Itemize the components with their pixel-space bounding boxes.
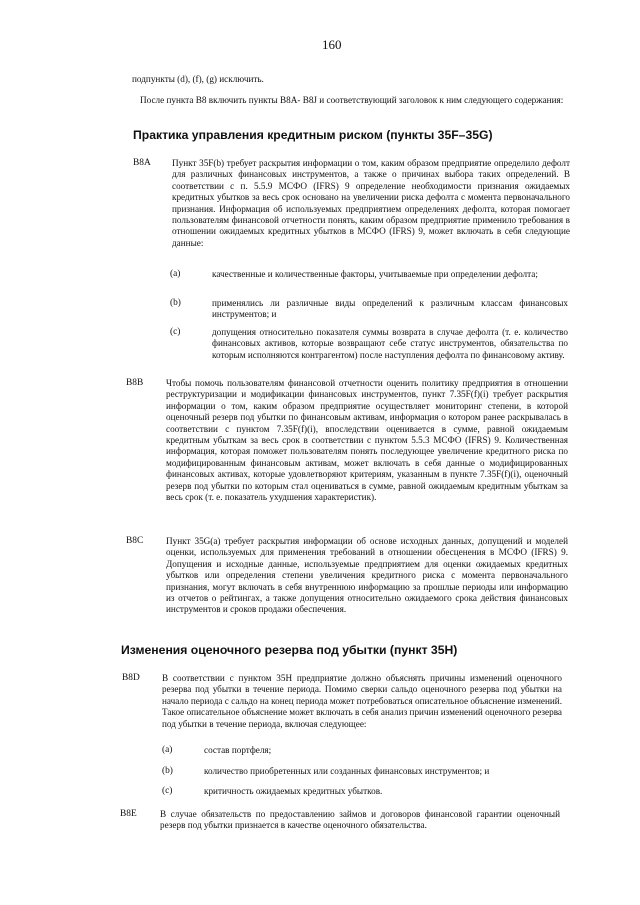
intro-line-2: После пункта B8 включить пункты B8A- B8J и соответствующий заголовок к ним следующего содержания: (140, 95, 564, 105)
list-item-label: (c) (162, 786, 173, 796)
list-item-text: состав портфеля; (204, 745, 272, 755)
list-item-text: применялись ли различные виды определений к различным классам финансовых инструментов; и (212, 298, 568, 320)
paragraph-b8d: В соответствии с пунктом 35H предприятие должно объяснять причины изменений оценочного резерва под убытки в течение периода. Помимо сверки сальдо оценочного резерва под убытки на начало периода с сальдо на конец периода может потребоваться описательное объяснение изменений. Такое описательное объяснение может включать в себя анализ причин изменений оценочного резерва под убытки в течение периода, включая следующее: (162, 673, 562, 729)
list-item-label: (a) (162, 745, 173, 755)
paragraph-label-b8a: B8A (133, 158, 151, 168)
list-item-text: критичность ожидаемых кредитных убытков. (204, 786, 383, 796)
paragraph-b8b: Чтобы помочь пользователям финансовой отчетности оценить политику предприятия в отношении реструктуризации и модификации финансовых инструментов, пункт 7.35F(f)(i) требует раскрытия информации о том, каким образом предприятие осуществляет мониторинг степени, в которой оценочный резерв под убытки по финансовым активам, информация о котором ранее раскрывалась в соответствии с пунктом 7.35F(f)(i), впоследствии оценивается в сумме, равной ожидаемым кредитным убыткам за весь срок в соответствии с пунктом 5.5.3 МСФО (IFRS) 9. Количественная информация, которая поможет пользователям понять последующее увеличение кредитного риска по модифицированным финансовым активам, может включать в себя данные о модифицированных финансовых активах, которые удовлетворяют критериям, указанным в пункте 7.35F(f)(i), оценочный резерв под убытки по которым стал оцениваться в сумме, равной ожидаемым кредитным убыткам за весь срок (т. е. показатель ухудшения характеристик). (166, 378, 568, 503)
paragraph-label-b8d: B8D (122, 673, 140, 683)
paragraph-b8a: Пункт 35F(b) требует раскрытия информации о том, каким образом предприятие определило дефолт для различных финансовых инструментов, а также о причинах выбора таких определений. В соответствии с п. 5.5.9 МСФО (IFRS) 9 определение необходимости признания ожидаемых кредитных убытков за весь срок основано на увеличении риска дефолта с момента первоначального признания. Информация об используемых предприятием определениях дефолта, которая помогает пользователям финансовой отчетности понять, каким образом предприятие применило требования в отношении ожидаемых кредитных убытков в МСФО (IFRS) 9, может включать в себя следующие данные: (172, 158, 570, 248)
page-number: 160 (322, 37, 342, 52)
list-item-text: допущения относительно показателя суммы возврата в случае дефолта (т. е. количество финансовых активов, которые возвращают себе статус инструментов, обязательства по которым исполняются контрагентом) после наступления дефолта по финансовому активу. (212, 327, 568, 360)
list-item-label: (b) (162, 766, 173, 776)
paragraph-b8e: В случае обязательств по предоставлению займов и договоров финансовой гарантии оценочный резерв под убытки признается в качестве оценочного обязательства. (160, 809, 560, 831)
intro-line-1: подпункты (d), (f), (g) исключить. (132, 74, 264, 84)
section-heading-credit-risk: Практика управления кредитным риском (пункты 35F–35G) (133, 128, 493, 142)
list-item-label: (a) (170, 269, 181, 279)
paragraph-label-b8e: B8E (120, 809, 137, 819)
list-item-label: (b) (170, 298, 181, 308)
list-item-text: количество приобретенных или созданных финансовых инструментов; и (204, 766, 490, 776)
paragraph-label-b8c: B8C (126, 536, 144, 546)
section-heading-loss-allowance: Изменения оценочного резерва под убытки (пункт 35H) (121, 643, 458, 657)
list-item-label: (c) (170, 327, 181, 337)
list-item-text: качественные и количественные факторы, учитываемые при определении дефолта; (212, 269, 538, 279)
paragraph-label-b8b: B8B (126, 378, 144, 388)
paragraph-b8c: Пункт 35G(a) требует раскрытия информации об основе исходных данных, допущений и моделей оценки, используемых для применения требований в отношении обесценения в МСФО (IFRS) 9. Допущения и исходные данные, используемые предприятием для оценки ожидаемых кредитных убытков или определения степени увеличения кредитного риска с момента первоначального признания, могут включать в себя внутреннюю информацию за прошлые периоды или информацию из отчетов о рейтингах, а также допущения относительно ожидаемого срока действия финансовых инструментов и сроков продажи обеспечения. (166, 536, 568, 615)
